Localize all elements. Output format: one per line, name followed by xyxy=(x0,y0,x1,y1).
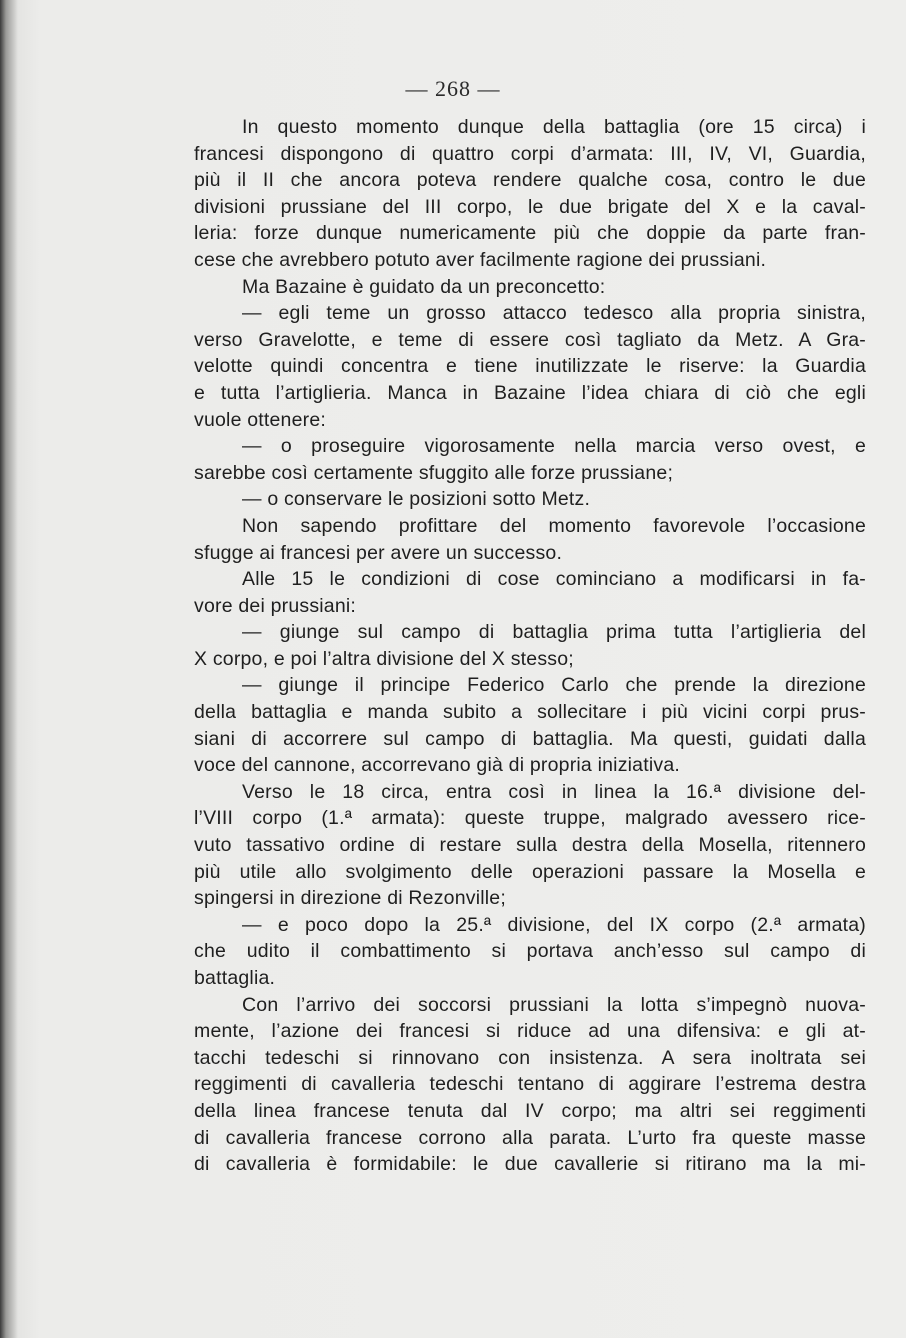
text-line: che udito il combattimento si portava anch’esso sul campo di xyxy=(194,940,866,963)
text-line: voce del cannone, accorrevano già di propria iniziativa. xyxy=(194,754,680,777)
text-line: della linea francese tenuta dal IV corpo; ma altri sei reggimenti xyxy=(194,1099,866,1122)
text-line: più il II che ancora poteva rendere qualche cosa, contro le due xyxy=(194,169,866,192)
text-line: e tutta l’artiglieria. Manca in Bazaine l’idea chiara di ciò che egli xyxy=(194,381,866,404)
text-line: più utile allo svolgimento delle operazioni passare la Mosella e xyxy=(194,860,866,883)
text-line: Ma Bazaine è guidato da un preconcetto: xyxy=(242,275,606,298)
text-line: vuto tassativo ordine di restare sulla destra della Mosella, ritennero xyxy=(194,834,866,857)
body-text xyxy=(194,114,866,1178)
text-line: sfugge ai francesi per avere un successo. xyxy=(194,541,563,564)
text-line: Con l’arrivo dei soccorsi prussiani la lotta s’impegnò nuova- xyxy=(242,993,866,1016)
text-line: cese che avrebbero potuto aver facilmente ragione dei prussiani. xyxy=(194,248,767,271)
text-line: verso Gravelotte, e teme di essere così tagliato da Metz. A Gra- xyxy=(194,328,866,351)
text-line: — o proseguire vigorosamente nella marcia verso ovest, e xyxy=(242,435,866,458)
text-line: Verso le 18 circa, entra così in linea la 16.ª divisione del- xyxy=(242,780,866,803)
text-line: vuole ottenere: xyxy=(194,408,327,431)
text-line: — e poco dopo la 25.ª divisione, del IX corpo (2.ª armata) xyxy=(242,913,866,936)
text-line: spingersi in direzione di Rezonville; xyxy=(194,887,506,910)
text-line: leria: forze dunque numericamente più che doppie da parte fran- xyxy=(194,222,866,245)
text-line: divisioni prussiane del III corpo, le due brigate del X e la caval- xyxy=(194,195,866,218)
text-line: tacchi tedeschi si rinnovano con insistenza. A sera inoltrata sei xyxy=(194,1046,866,1069)
text-line: reggimenti di cavalleria tedeschi tentano di aggirare l’estrema destra xyxy=(194,1073,866,1096)
text-line: di cavalleria francese corrono alla parata. L’urto fra queste masse xyxy=(194,1126,866,1149)
page-number: — 268 — xyxy=(405,76,501,101)
text-line: — o conservare le posizioni sotto Metz. xyxy=(242,488,591,511)
text-line: della battaglia e manda subito a sollecitare i più vicini corpi prus- xyxy=(194,701,866,724)
text-line: siani di accorrere sul campo di battaglia. Ma questi, guidati dalla xyxy=(194,727,866,750)
text-line: francesi dispongono di quattro corpi d’armata: III, IV, VI, Guardia, xyxy=(194,142,866,165)
text-line: di cavalleria è formidabile: le due cavallerie si ritirano ma la mi- xyxy=(194,1153,866,1176)
text-line: Alle 15 le condizioni di cose cominciano a modificarsi in fa- xyxy=(242,568,866,591)
text-line: sarebbe così certamente sfuggito alle forze prussiane; xyxy=(194,461,674,484)
text-line: In questo momento dunque della battaglia (ore 15 circa) i xyxy=(242,116,866,138)
text-line: — egli teme un grosso attacco tedesco alla propria sinistra, xyxy=(242,302,866,325)
text-line: battaglia. xyxy=(194,967,276,989)
text-line: — giunge il principe Federico Carlo che prende la direzione xyxy=(242,674,866,697)
text-line: mente, l’azione dei francesi si riduce ad una difensiva: e gli at- xyxy=(194,1020,866,1043)
text-line: Non sapendo profittare del momento favorevole l’occasione xyxy=(242,514,866,537)
text-line: velotte quindi concentra e tiene inutilizzate le riserve: la Guardia xyxy=(194,355,866,378)
text-line: X corpo, e poi l’altra divisione del X stesso; xyxy=(194,647,574,670)
text-line: l’VIII corpo (1.ª armata): queste truppe, malgrado avessero rice- xyxy=(194,807,866,830)
text-line: — giunge sul campo di battaglia prima tutta l’artiglieria del xyxy=(242,621,866,644)
text-line: vore dei prussiani: xyxy=(194,594,357,617)
